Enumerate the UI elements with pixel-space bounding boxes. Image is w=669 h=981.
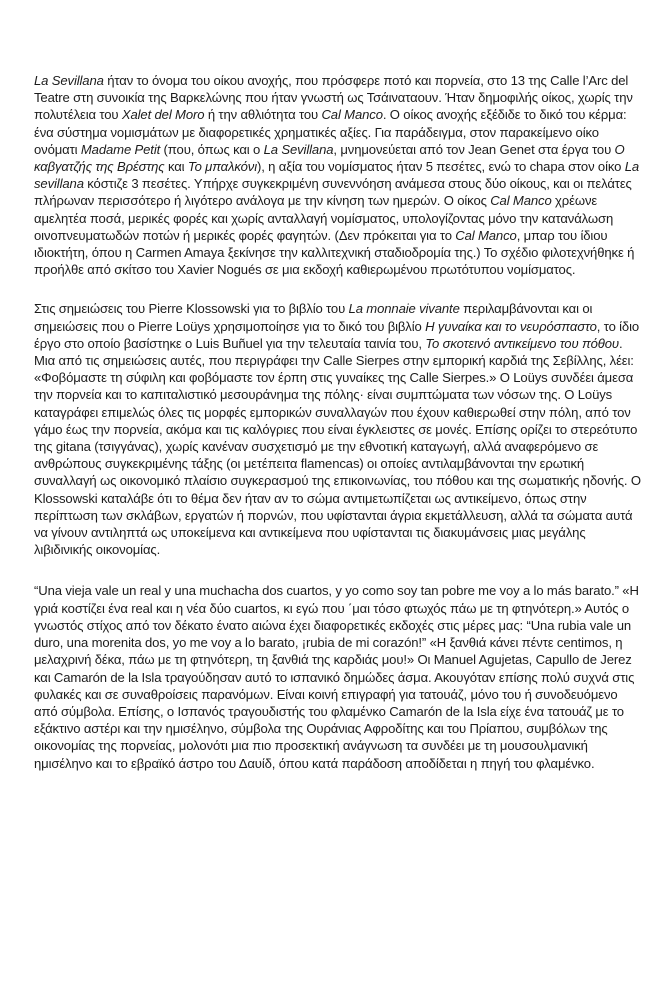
italic-text-segment: Cal Manco [490, 193, 552, 209]
text-segment: ), η αξία του νομίσματος ήταν 5 πεσέτες, ενώ το chapa στον οίκο [257, 159, 625, 175]
italic-text-segment: Ο καβγατζής της Βρέστης [34, 141, 625, 175]
italic-text-segment: La monnaie vivante [348, 301, 460, 317]
text-segment: ήταν το όνομα του οίκου ανοχής, που πρόσφερε ποτό και πορνεία, στο 13 της Calle l’Arc del Teatre στη συνοικία της Βαρκελώνης που ήταν γνωστή ως Τσάιναταουν. Ήταν δημοφιλής οίκος, χωρίς την πολυτέλεια του [34, 73, 633, 123]
text-segment: κόστιζε 3 πεσέτες. Υπήρχε συγκεκριμένη συνεννόηση ανάμεσα στους δύο οίκους, και οι πελάτες πλήρωναν περισσότερο ή λιγότερο ανάλογα με την κίνηση των ημερών. Ο οίκος [34, 176, 632, 209]
paragraph-klossowski-notes [34, 300, 642, 558]
text-segment: . Ο οίκος ανοχής εξέδιδε το δικό του κέρμα: ένα σύστημα νομισμάτων με διαφορετικές χρηματικές αξίες. Για παράδειγμα, στον παρακείμενο οίκο ονόματι [34, 107, 627, 157]
text-segment: ή την αθλιότητα του [204, 107, 322, 123]
italic-text-segment: Το σκοτεινό αντικείμενο του πόθου [425, 335, 619, 351]
text-segment: περιλαμβάνονται και οι σημειώσεις που ο Pierre Loüys χρησιμοποίησε για το δικό του βιβλίο [34, 301, 593, 334]
text-segment: χρέωνε αμελητέα ποσά, μερικές φορές και χωρίς ανταλλαγή νομίσματος, υπολογίζοντας μόνο την κατανάλωση οινοπνευματωδών ποτών ή μερικές φορές φαγητών. (Δεν πρόκειται για το [34, 193, 614, 243]
text-segment: (που, όπως και ο [160, 141, 264, 157]
text-segment: , μπαρ του ίδιου ιδιοκτήτη, όπου η Carmen Amaya ξεκίνησε την καλλιτεχνική σταδιοδρομία της.) Το σχέδιο φιλοτεχνήθηκε ή προήλθε από σκίτσο του Xavier Nogués σε μια εκδοχή καθιερωμένου πρωτότυπου νομίσματος. [34, 227, 635, 278]
italic-text-segment: La Sevillana [263, 141, 334, 157]
italic-text-segment: La Sevillana [34, 73, 104, 88]
text-segment: , το ίδιο έργο στο οποίο βασίστηκε ο Luis Buñuel για την τελευταία ταινία του, [34, 318, 640, 351]
italic-text-segment: Madame Petit [80, 141, 161, 157]
italic-text-segment: Cal Manco [455, 227, 517, 243]
italic-text-segment: Η γυναίκα και το νευρόσπαστο [425, 318, 597, 334]
italic-text-segment: Το μπαλκόνι [187, 159, 257, 175]
paragraph-la-sevillana [34, 72, 642, 278]
italic-text-segment: Cal Manco [321, 107, 383, 123]
paragraph-flamenco-verse [34, 582, 642, 771]
italic-text-segment: La sevillana [34, 159, 640, 192]
text-segment: “Una vieja vale un real y una muchacha dos cuartos, y yo como soy tan pobre me voy a lo más barato.” «Η γριά κοστίζει ένα real και η νέα δύο cuartos, κι εγώ που ΄μαι τόσο φτωχός πάω με τη φτηνότερη.» Αυτός ο γνωστός στίχος από τον δέκατο ένατο αιώνα έχει διαφορετικές εκδοχές στις μέρες μας: “Una rubia vale un duro, una morenita dos, yo me voy a lo barato, ¡rubia de mi corazón!” «Η ξανθιά κάνει πέντε centimos, η μελαχρινή δέκα, πάω με τη φτηνότερη, τη ξανθιά της καρδιάς μου!» Οι Manuel Agujetas, Capullo de Jerez και Camarón de la Isla τραγούδησαν αυτό το ισπανικό δημώδες άσμα. Ακουγόταν επίσης πολύ συχνά στις φυλακές και σε συναθροίσεις παρανόμων. Είναι κοινή επιγραφή για τατουάζ, μόνο του ή συνοδευόμενο από σύμβολα. Επίσης, ο Ισπανός τραγουδιστής του φλαμένκο Camarón de la Isla είχε ένα τατουάζ με το εξάκτινο αστέρι και την ημισέληνο, σύμβολα της Ουράνιας Αφροδίτης και του Πρίαπου, συμβόλων της οικονομίας της πορνείας, μολονότι μια πιο προσεκτική ανάγνωση τα συνδέει με τη μουσουλμανική ημισέληνο και το εβραϊκό άστρο του Δαυίδ, όπου κατά παράδοση αποδίδεται η πηγή του φλαμένκο. [34, 583, 639, 771]
text-segment: Στις σημειώσεις του Pierre Klossowski για το βιβλίο του [34, 301, 349, 317]
text-segment: . Μια από τις σημειώσεις αυτές, που περιγράφει την Calle Sierpes στην εμπορική καρδιά της Σεβίλλης, λέει: «Φοβόμαστε τη σύφιλη και φοβόμαστε τον έρπη στις γυναίκες της Calle Sierpes.» Ο Loüys συνδέει άμεσα την πορνεία και το καπιταλιστικό μεσουράνημα της πόλης· είναι συμπτώματα των νόσων της. Ο Loüys καταγράφει επιμελώς όλες τις μορφές εμπορικών συναλλαγών που έχουν καθιερωθεί στην πόλη, από τον γάμο έως την πορνεία, ακόμα και τις καλόγριες που είναι έγκλειστες σε μονές. Επίσης ορίζει το στερεότυπο της gitana (τσιγγάνας), χωρίς κανέναν συσχετισμό με την εθνοτική καταγωγή, αλλά αναφερόμενο σε ανθρώπους συγκεκριμένης τάξης (οι μετέπειτα flamencas) οι οποίες αντιλαμβάνονται την ερωτική συναλλαγή ως οικονομικό πλαίσιο συγκερασμού της επικοινωνίας, του πόθου και της σωματικής ηδονής. Ο Klossowski καταλάβε ότι το θέμα δεν ήταν αν το σώμα αντιμετωπίζεται ως αντικείμενο, όπως στην περίπτωση των σκλάβων, εργατών ή πορνών, που υφίστανται άγρια εκμετάλλευση, αλλά τα σώματα αυτά να γίνουν αντιληπτά ως υποκείμενα και αντικείμενα που υφίστανται τις διακυμάνσεις μιας μεγάλης λιβιδινικής οικονομίας. [34, 335, 641, 558]
document-page [34, 72, 642, 772]
italic-text-segment: Xalet del Moro [121, 107, 205, 123]
text-segment: και [164, 159, 188, 175]
text-segment: , μνημονεύεται από τον Jean Genet στα έργα του [333, 141, 615, 157]
